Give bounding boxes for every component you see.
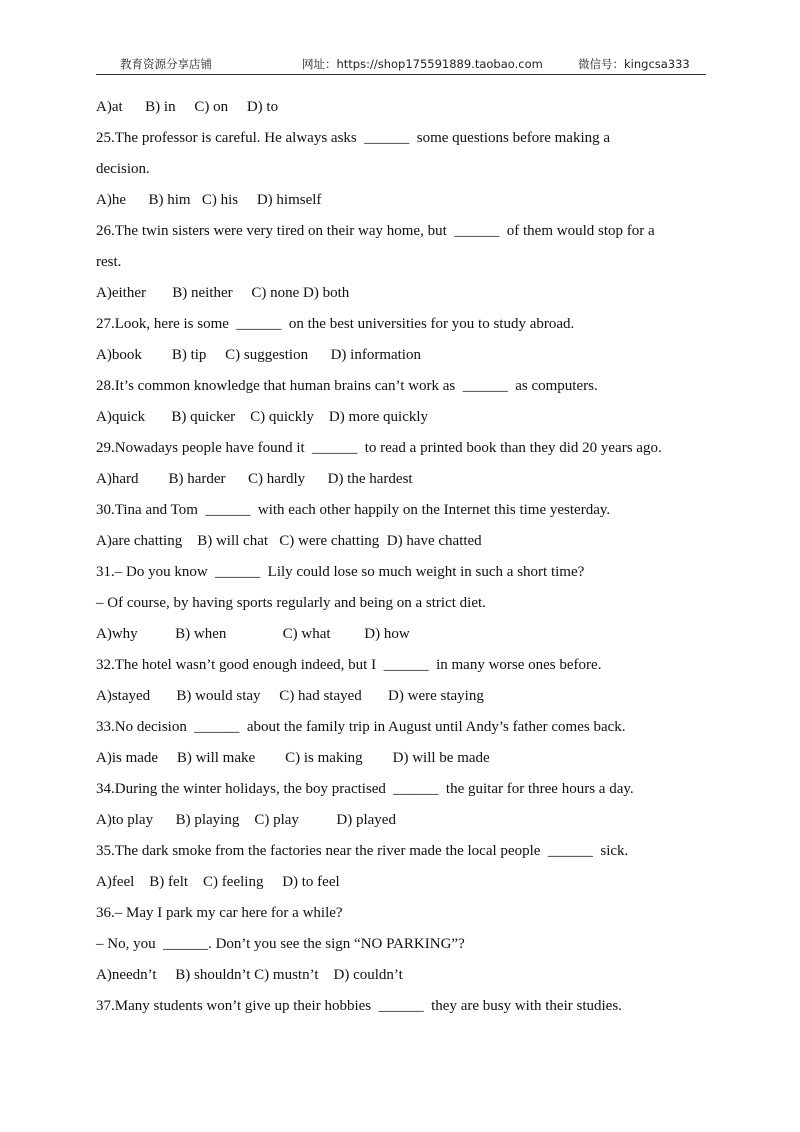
question-31: 31.– Do you know ______ Lily could lose so much weight in such a short time?: [96, 564, 585, 580]
question-35: 35.The dark smoke from the factories near the river made the local people ______ sick.: [96, 843, 629, 859]
options-line-q30: A)are chatting B) will chat C) were chatting D) have chatted: [96, 533, 482, 549]
options-line-q27: A)book B) tip C) suggestion D) information: [96, 347, 421, 363]
header-divider: [96, 74, 706, 75]
question-36-reply: – No, you ______. Don’t you see the sign “NO PARKING”?: [96, 936, 465, 952]
question-31-reply: – Of course, by having sports regularly and being on a strict diet.: [96, 595, 486, 611]
options-line-q33: A)is made B) will make C) is making D) will be made: [96, 750, 490, 766]
page-header: [96, 56, 706, 76]
question-28: 28.It’s common knowledge that human brains can’t work as ______ as computers.: [96, 378, 598, 394]
question-25: 25.The professor is careful. He always asks ______ some questions before making a: [96, 130, 611, 146]
options-line-q31: A)why B) when C) what D) how: [96, 626, 410, 642]
header-shop-name: 教育资源分享店铺: [120, 57, 212, 71]
options-line-q26: A)either B) neither C) none D) both: [96, 285, 350, 301]
question-32: 32.The hotel wasn’t good enough indeed, but I ______ in many worse ones before.: [96, 657, 602, 673]
question-25-continued: decision.: [96, 161, 150, 177]
options-line-q35: A)feel B) felt C) feeling D) to feel: [96, 874, 340, 890]
header-url: 网址：https://shop175591889.taobao.com: [302, 57, 543, 71]
options-line-q24: A)at B) in C) on D) to: [96, 99, 279, 115]
options-line-q32: A)stayed B) would stay C) had stayed D) were staying: [96, 688, 484, 704]
question-26: 26.The twin sisters were very tired on their way home, but ______ of them would stop for a: [96, 223, 655, 239]
options-line-q25: A)he B) him C) his D) himself: [96, 192, 322, 208]
question-26-continued: rest.: [96, 254, 122, 270]
options-line-q36: A)needn’t B) shouldn’t C) mustn’t D) couldn’t: [96, 967, 403, 983]
question-36: 36.– May I park my car here for a while?: [96, 905, 343, 921]
question-34: 34.During the winter holidays, the boy practised ______ the guitar for three hours a day.: [96, 781, 634, 797]
question-30: 30.Tina and Tom ______ with each other happily on the Internet this time yesterday.: [96, 502, 611, 518]
options-line-q29: A)hard B) harder C) hardly D) the hardest: [96, 471, 413, 487]
question-29: 29.Nowadays people have found it ______ to read a printed book than they did 20 years ago.: [96, 440, 662, 456]
options-line-q34: A)to play B) playing C) play D) played: [96, 812, 396, 828]
question-27: 27.Look, here is some ______ on the best universities for you to study abroad.: [96, 316, 575, 332]
question-33: 33.No decision ______ about the family trip in August until Andy’s father comes back.: [96, 719, 626, 735]
question-37: 37.Many students won’t give up their hobbies ______ they are busy with their studies.: [96, 998, 622, 1014]
options-line-q28: A)quick B) quicker C) quickly D) more quickly: [96, 409, 429, 425]
header-wechat: 微信号：kingcsa333: [578, 57, 690, 71]
